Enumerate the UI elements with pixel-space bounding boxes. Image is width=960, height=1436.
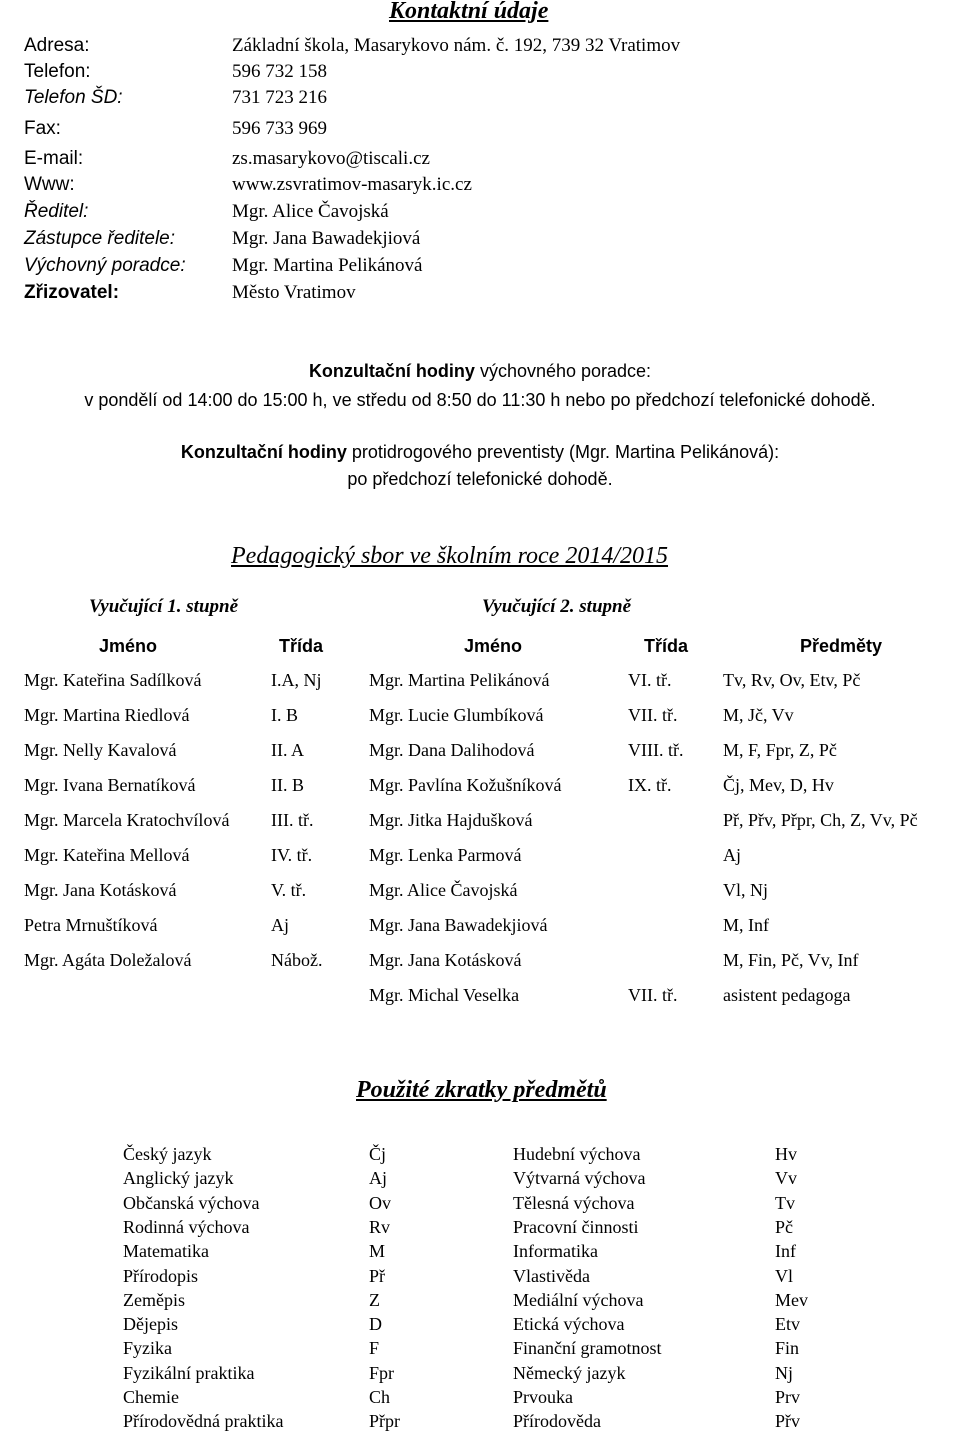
contact-value: Základní škola, Masarykovo nám. č. 192, 739 32 Vratimov — [232, 35, 681, 56]
subject-abbr: Rv — [369, 1216, 391, 1237]
table-row — [0, 915, 960, 945]
subject-name: Matematika — [123, 1241, 209, 1262]
table-row — [0, 985, 960, 1015]
subject-name: Výtvarná výchova — [513, 1168, 646, 1189]
staff-subjects: M, F, Fpr, Z, Pč — [723, 740, 837, 760]
subject-abbr: Ch — [369, 1387, 391, 1407]
subject-abbr: D — [369, 1314, 382, 1335]
contact-label: Adresa: — [24, 35, 90, 56]
staff-name-2: Mgr. Pavlína Kožušníková — [369, 775, 562, 795]
contact-value: Mgr. Jana Bawadekjiová — [232, 228, 421, 249]
subject-name: Etická výchova — [513, 1314, 625, 1335]
staff-name-1: Mgr. Kateřina Sadílková — [24, 670, 202, 690]
subject-abbr: Inf — [775, 1241, 796, 1262]
list-item — [0, 1241, 960, 1265]
subject-name: Dějepis — [123, 1314, 178, 1335]
staff-class-1: V. tř. — [271, 880, 307, 900]
contact-value: Mgr. Alice Čavojská — [232, 201, 389, 222]
subject-abbr: Pč — [775, 1216, 793, 1237]
staff-title: Pedagogický sbor ve školním roce 2014/2015 — [231, 543, 669, 569]
subject-name: Občanská výchova — [123, 1192, 260, 1213]
subject-name: Tělesná výchova — [513, 1192, 635, 1213]
subject-abbr: Fin — [775, 1338, 800, 1359]
abbreviations-title: Použité zkratky předmětů — [356, 1077, 607, 1103]
subject-abbr: Tv — [775, 1192, 795, 1213]
staff-class-1: Aj — [271, 915, 289, 935]
subject-name: Prvouka — [513, 1387, 573, 1407]
subject-name: Přírodopis — [123, 1265, 199, 1286]
subject-abbr: Ov — [369, 1192, 391, 1213]
header-name-1: Jméno — [99, 636, 158, 656]
contact-label: Www: — [24, 174, 75, 195]
staff-name-1: Mgr. Marcela Kratochvílová — [24, 810, 230, 830]
staff-subjects: M, Jč, Vv — [723, 705, 794, 725]
subject-abbr: Přv — [775, 1411, 801, 1432]
staff-name-2: Mgr. Jana Bawadekjiová — [369, 915, 548, 935]
subject-name: Rodinná výchova — [123, 1216, 250, 1237]
page-title: Kontaktní údaje — [389, 0, 549, 24]
contact-label: Výchovný poradce: — [24, 255, 186, 276]
staff-class-2: VII. tř. — [628, 985, 678, 1005]
contact-label: Zřizovatel: — [24, 282, 120, 303]
consult-prevention-line: po předchozí telefonické dohodě. — [347, 469, 613, 489]
staff-name-1: Mgr. Jana Kotásková — [24, 880, 177, 900]
subject-name: Pracovní činnosti — [513, 1216, 639, 1237]
subject-name: Přírodověda — [513, 1411, 601, 1432]
staff-class-1: III. tř. — [271, 810, 314, 830]
staff-subjects: asistent pedagoga — [723, 985, 851, 1005]
consult-counselor-heading-rest: výchovného poradce: — [474, 361, 652, 381]
table-row — [0, 810, 960, 840]
staff-name-2: Mgr. Michal Veselka — [369, 985, 520, 1005]
contact-label: Fax: — [24, 118, 61, 139]
table-row — [0, 740, 960, 770]
staff-subjects: Tv, Rv, Ov, Etv, Pč — [723, 670, 861, 690]
subject-name: Vlastivěda — [513, 1265, 590, 1286]
staff-subjects: Př, Přv, Přpr, Ch, Z, Vv, Pč — [723, 810, 918, 830]
subject-name: Anglický jazyk — [123, 1168, 234, 1189]
header-class-2: Třída — [644, 636, 689, 656]
subject-abbr: Hv — [775, 1144, 797, 1164]
subject-abbr: Vl — [775, 1265, 793, 1286]
contact-label: Telefon: — [24, 61, 91, 82]
subject-abbr: Př — [369, 1265, 386, 1286]
staff-subjects: Vl, Nj — [723, 880, 768, 900]
list-item — [0, 1193, 960, 1217]
staff-subjects: Aj — [723, 845, 741, 865]
staff-name-2: Mgr. Dana Dalihodová — [369, 740, 535, 760]
subject-abbr: Nj — [775, 1362, 793, 1383]
subject-abbr: F — [369, 1338, 380, 1359]
header-name-2: Jméno — [464, 636, 523, 656]
contact-value: 596 732 158 — [232, 61, 327, 82]
contact-value: 731 723 216 — [232, 87, 327, 108]
table-row — [0, 775, 960, 805]
staff-name-1: Petra Mrnuštíková — [24, 915, 158, 935]
consult-counselor-line: v pondělí od 14:00 do 15:00 h, ve středu od 8:50 do 11:30 h nebo po předchozí telefonické dohodě. — [84, 390, 876, 410]
consult-prevention-heading — [0, 442, 960, 463]
subject-abbr: Přpr — [369, 1411, 400, 1432]
list-item — [0, 1338, 960, 1362]
group-1-heading: Vyučující 1. stupně — [89, 596, 239, 617]
subject-abbr: Čj — [369, 1144, 387, 1164]
subject-abbr: Mev — [775, 1289, 808, 1310]
staff-class-2: VIII. tř. — [628, 740, 684, 760]
list-item — [0, 1217, 960, 1241]
subject-name: Mediální výchova — [513, 1289, 644, 1310]
staff-class-1: II. A — [271, 740, 304, 760]
subject-name: Chemie — [123, 1387, 179, 1407]
staff-class-1: Nábož. — [271, 950, 323, 970]
staff-class-2: IX. tř. — [628, 775, 672, 795]
table-row — [0, 950, 960, 980]
subject-name: Německý jazyk — [513, 1362, 626, 1383]
subject-abbr: Aj — [369, 1168, 387, 1189]
staff-class-2: VI. tř. — [628, 670, 672, 690]
subject-name: Hudební výchova — [513, 1144, 641, 1164]
staff-name-2: Mgr. Lenka Parmová — [369, 845, 522, 865]
contact-value: 596 733 969 — [232, 118, 327, 139]
table-row — [0, 670, 960, 700]
subject-abbr: Vv — [775, 1168, 797, 1189]
list-item — [0, 1266, 960, 1290]
staff-class-1: II. B — [271, 775, 304, 795]
consult-counselor-heading-bold: Konzultační hodiny — [308, 361, 475, 381]
staff-class-1: IV. tř. — [271, 845, 313, 865]
contact-value: Mgr. Martina Pelikánová — [232, 255, 423, 276]
table-row — [0, 880, 960, 910]
table-row — [0, 705, 960, 735]
staff-class-2: VII. tř. — [628, 705, 678, 725]
subject-abbr: Etv — [775, 1314, 800, 1335]
list-item — [0, 1314, 960, 1338]
list-item — [0, 1387, 960, 1411]
contact-label: Telefon ŠD: — [24, 87, 123, 108]
subject-name: Informatika — [513, 1241, 598, 1262]
contact-value: zs.masarykovo@tiscali.cz — [232, 148, 430, 169]
subject-abbr: Fpr — [369, 1362, 395, 1383]
subject-abbr: M — [369, 1241, 386, 1262]
list-item — [0, 1411, 960, 1435]
staff-name-2: Mgr. Jitka Hajdušková — [369, 810, 533, 830]
subject-name: Přírodovědná praktika — [123, 1411, 284, 1432]
contact-label: Ředitel: — [24, 201, 89, 222]
contact-label: Zástupce ředitele: — [24, 228, 176, 249]
subject-abbr: Z — [369, 1289, 380, 1310]
staff-name-1: Mgr. Agáta Doležalová — [24, 950, 192, 970]
staff-name-2: Mgr. Lucie Glumbíková — [369, 705, 544, 725]
subject-name: Finanční gramotnost — [513, 1338, 662, 1359]
staff-subjects: M, Inf — [723, 915, 769, 935]
list-item — [0, 1144, 960, 1168]
subject-name: Fyzikální praktika — [123, 1362, 255, 1383]
consult-counselor-heading — [0, 361, 960, 382]
staff-class-1: I. B — [271, 705, 298, 725]
list-item — [0, 1363, 960, 1387]
subject-name: Zeměpis — [123, 1289, 185, 1310]
subject-name: Fyzika — [123, 1338, 172, 1359]
list-item — [0, 1290, 960, 1314]
staff-subjects: M, Fin, Pč, Vv, Inf — [723, 950, 859, 970]
staff-class-1: I.A, Nj — [271, 670, 322, 690]
consult-prevention-heading-rest: protidrogového preventisty (Mgr. Martina Pelikánová): — [346, 442, 780, 462]
staff-name-1: Mgr. Martina Riedlová — [24, 705, 190, 725]
staff-name-2: Mgr. Martina Pelikánová — [369, 670, 550, 690]
table-row — [0, 845, 960, 875]
header-subjects: Předměty — [800, 636, 883, 656]
contact-value: www.zsvratimov-masaryk.ic.cz — [232, 174, 472, 195]
staff-name-1: Mgr. Nelly Kavalová — [24, 740, 177, 760]
staff-subjects: Čj, Mev, D, Hv — [723, 775, 834, 795]
group-2-heading: Vyučující 2. stupně — [482, 596, 632, 617]
staff-name-1: Mgr. Kateřina Mellová — [24, 845, 190, 865]
staff-name-2: Mgr. Jana Kotásková — [369, 950, 522, 970]
contact-label: E-mail: — [24, 148, 84, 169]
subject-abbr: Prv — [775, 1387, 801, 1407]
header-class-1: Třída — [279, 636, 324, 656]
subject-name: Český jazyk — [123, 1144, 212, 1164]
staff-name-1: Mgr. Ivana Bernatíková — [24, 775, 196, 795]
staff-name-2: Mgr. Alice Čavojská — [369, 880, 518, 900]
list-item — [0, 1168, 960, 1192]
consult-prevention-heading-bold: Konzultační hodiny — [180, 442, 347, 462]
contact-value: Město Vratimov — [232, 282, 356, 303]
